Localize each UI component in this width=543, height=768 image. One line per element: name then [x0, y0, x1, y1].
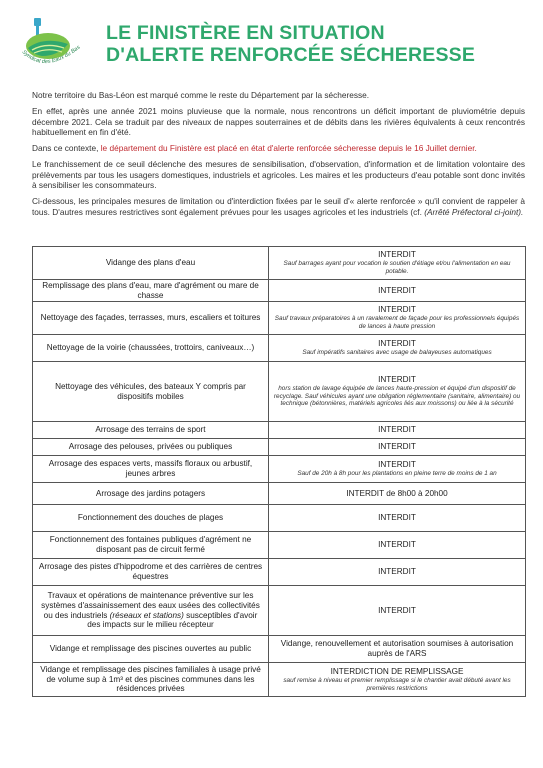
- usage-cell: [33, 559, 269, 586]
- title-line-1: LE FINISTÈRE EN SITUATION: [106, 22, 385, 44]
- rule-cell: [269, 302, 526, 335]
- usage-label: Arrosage des espaces verts, massifs floraux ou arbustif, jeunes arbres: [48, 459, 253, 478]
- usage-label: Arrosage des pistes d'hippodrome et des carrières de centres équestres: [38, 562, 263, 581]
- rule-cell: [269, 586, 526, 636]
- usage-label: Fonctionnement des fontaines publiques d'agrément ne disposant pas de circuit fermé: [49, 535, 252, 554]
- rule-label: Vidange, renouvellement et autorisation soumises à autorisation auprès de l'ARS: [280, 639, 514, 658]
- rule-label: INTERDIT: [378, 305, 416, 315]
- table-row: [33, 362, 526, 422]
- rule-label: INTERDIT: [378, 250, 416, 260]
- page-title: [106, 22, 536, 66]
- paragraph-4: Le franchissement de ce seuil déclenche des mesures de sensibilisation, d'observation, d'information et de limitation volontaire des prélèvements par tous les usagers domestiques, industriels et agricoles. Les maires et les producteurs d'eau potable sont donc invités à sensibiliser les consommateurs.: [32, 159, 525, 191]
- usage-label: Vidange des plans d'eau: [105, 258, 196, 268]
- usage-label-italic: (réseaux et stations): [109, 610, 184, 620]
- table-row: [33, 586, 526, 636]
- rule-cell: [269, 663, 526, 697]
- alert-statement: le département du Finistère est placé en état d'alerte renforcée sécheresse depuis le 16 Juillet dernier.: [100, 143, 477, 154]
- table-row: [33, 422, 526, 439]
- paragraph-3-lead: Dans ce contexte,: [32, 143, 101, 154]
- usage-label: Vidange et remplissage des piscines ouvertes au public: [49, 644, 252, 654]
- rule-cell: [269, 483, 526, 505]
- rule-cell: [269, 280, 526, 302]
- table-row: [33, 559, 526, 586]
- rule-label: INTERDIT: [378, 540, 416, 549]
- usage-label: Arrosage des pelouses, privées ou publiques: [68, 442, 233, 452]
- usage-label-tail: susceptibles d'avoir des impacts sur le milieu récepteur: [87, 610, 258, 630]
- usage-cell: [33, 483, 269, 505]
- rule-cell: [269, 559, 526, 586]
- rule-label: INTERDIT: [378, 339, 416, 349]
- paragraph-3: [32, 143, 525, 154]
- syndicat-logo-icon: [14, 12, 86, 74]
- rule-exception-note: hors station de lavage équipée de lances haute-pression et équipé d'un dispositif de recyclage. Sauf véhicules ayant une obligation réglementaire (sanitaire, alimentaire) ou technique (bétonnières, matériels agricoles liés aux moissons) ou liée à la sécurité: [273, 384, 521, 408]
- rule-label: INTERDIT: [378, 425, 416, 434]
- usage-cell: [33, 280, 269, 302]
- rule-cell: [269, 362, 526, 422]
- svg-text:Syndicat des Eaux du Bas-Léon: Syndicat des Eaux du Bas: [20, 44, 82, 66]
- usage-cell: [33, 636, 269, 663]
- usage-label: Nettoyage de la voirie (chaussées, trottoirs, caniveaux…): [46, 343, 255, 353]
- rule-label: INTERDIT de 8h00 à 20h00: [346, 488, 448, 498]
- paragraph-5-lead: Ci-dessous, les principales mesures de limitation ou d'interdiction fixées par le seuil d'« alerte renforcée » qu'il convient de rappeler à tous. D'autres mesures restrictives sont également prévues pour les usages agricoles et les industriels (cf.: [32, 196, 525, 217]
- rule-cell: [269, 505, 526, 532]
- table-row: [33, 335, 526, 362]
- page-header: [0, 0, 543, 82]
- usage-label: Nettoyage des véhicules, des bateaux Y compris par dispositifs mobiles: [55, 381, 246, 401]
- table-row: [33, 302, 526, 335]
- table-row: [33, 247, 526, 280]
- rule-label: INTERDIT: [378, 513, 416, 522]
- restrictions-table-body: [33, 247, 526, 697]
- rule-exception-note: Sauf impératifs sanitaires avec usage de balayeuses automatiques: [302, 349, 492, 357]
- rule-label: INTERDIT: [378, 605, 416, 615]
- rule-cell: [269, 439, 526, 456]
- rule-label: INTERDIT: [378, 460, 416, 470]
- rule-label: INTERDIT: [378, 567, 416, 576]
- usage-label: Fonctionnement des douches de plages: [77, 513, 224, 523]
- usage-cell: [33, 335, 269, 362]
- usage-cell: [33, 456, 269, 483]
- table-row: [33, 663, 526, 697]
- paragraph-5: [32, 196, 525, 217]
- usage-label: Remplissage des plans d'eau, mare d'agrément ou mare de chasse: [42, 280, 259, 300]
- usage-label: Vidange et remplissage des piscines familiales à usage privé de volume sup à 1m³ et des piscines communes dans les résidences privées: [40, 664, 261, 694]
- rule-cell: [269, 422, 526, 439]
- paragraph-1: Notre territoire du Bas-Léon est marqué comme le reste du Département par la sécheresse.: [32, 90, 370, 100]
- restrictions-table: [32, 246, 526, 697]
- table-row: [33, 532, 526, 559]
- rule-label: INTERDIT: [378, 374, 416, 384]
- rule-exception-note: Sauf travaux préparatoires à un ravalement de façade pour les professionnels équipés de lances à haute pression: [274, 315, 520, 330]
- title-line-2: D'ALERTE RENFORCÉE SÉCHERESSE: [106, 44, 476, 66]
- table-row: [33, 483, 526, 505]
- rule-cell: [269, 335, 526, 362]
- usage-cell: [33, 532, 269, 559]
- usage-cell: [33, 247, 269, 280]
- rule-label: INTERDICTION DE REMPLISSAGE: [330, 666, 464, 676]
- table-row: [33, 456, 526, 483]
- usage-cell: [33, 422, 269, 439]
- intro-text: [32, 90, 525, 223]
- usage-label: Nettoyage des façades, terrasses, murs, escaliers et toitures: [40, 313, 261, 323]
- rule-cell: [269, 636, 526, 663]
- usage-cell: [33, 439, 269, 456]
- rule-exception-note: Sauf de 20h à 8h pour les plantations en pleine terre de moins de 1 an: [297, 470, 497, 478]
- usage-label: Travaux et opérations de maintenance préventive sur les systèmes d'assainissement des eaux usées des collectivités ou des industriels: [41, 590, 260, 620]
- rule-exception-note: Sauf barrages ayant pour vocation le soutien d'étiage et/ou l'alimentation en eau potable.: [283, 260, 511, 275]
- rule-cell: [269, 532, 526, 559]
- usage-cell: [33, 302, 269, 335]
- table-row: [33, 505, 526, 532]
- arrete-reference: (Arrêté Préfectoral ci-joint).: [424, 206, 524, 217]
- usage-label: Arrosage des jardins potagers: [95, 488, 206, 498]
- usage-cell: [33, 505, 269, 532]
- paragraph-2: En effet, après une année 2021 moins pluvieuse que la normale, nous rencontrons un déficit important de pluviométrie depuis décembre 2021. Cela se traduit par des niveaux de nappes souterraines et de débits dans les rivières équivalents à ceux rencontrés habituellement en fin d'été.: [32, 105, 525, 138]
- table-row: [33, 280, 526, 302]
- usage-cell: [33, 586, 269, 636]
- rule-label: INTERDIT: [378, 285, 416, 295]
- usage-label: Arrosage des terrains de sport: [95, 425, 206, 435]
- table-row: [33, 636, 526, 663]
- rule-cell: [269, 456, 526, 483]
- rule-cell: [269, 247, 526, 280]
- table-row: [33, 439, 526, 456]
- rule-label: INTERDIT: [378, 442, 416, 451]
- usage-cell: [33, 663, 269, 697]
- rule-exception-note: sauf remise à niveau et premier remplissage si le chantier avait débuté avant les premières restrictions: [283, 676, 511, 692]
- usage-cell: [33, 362, 269, 422]
